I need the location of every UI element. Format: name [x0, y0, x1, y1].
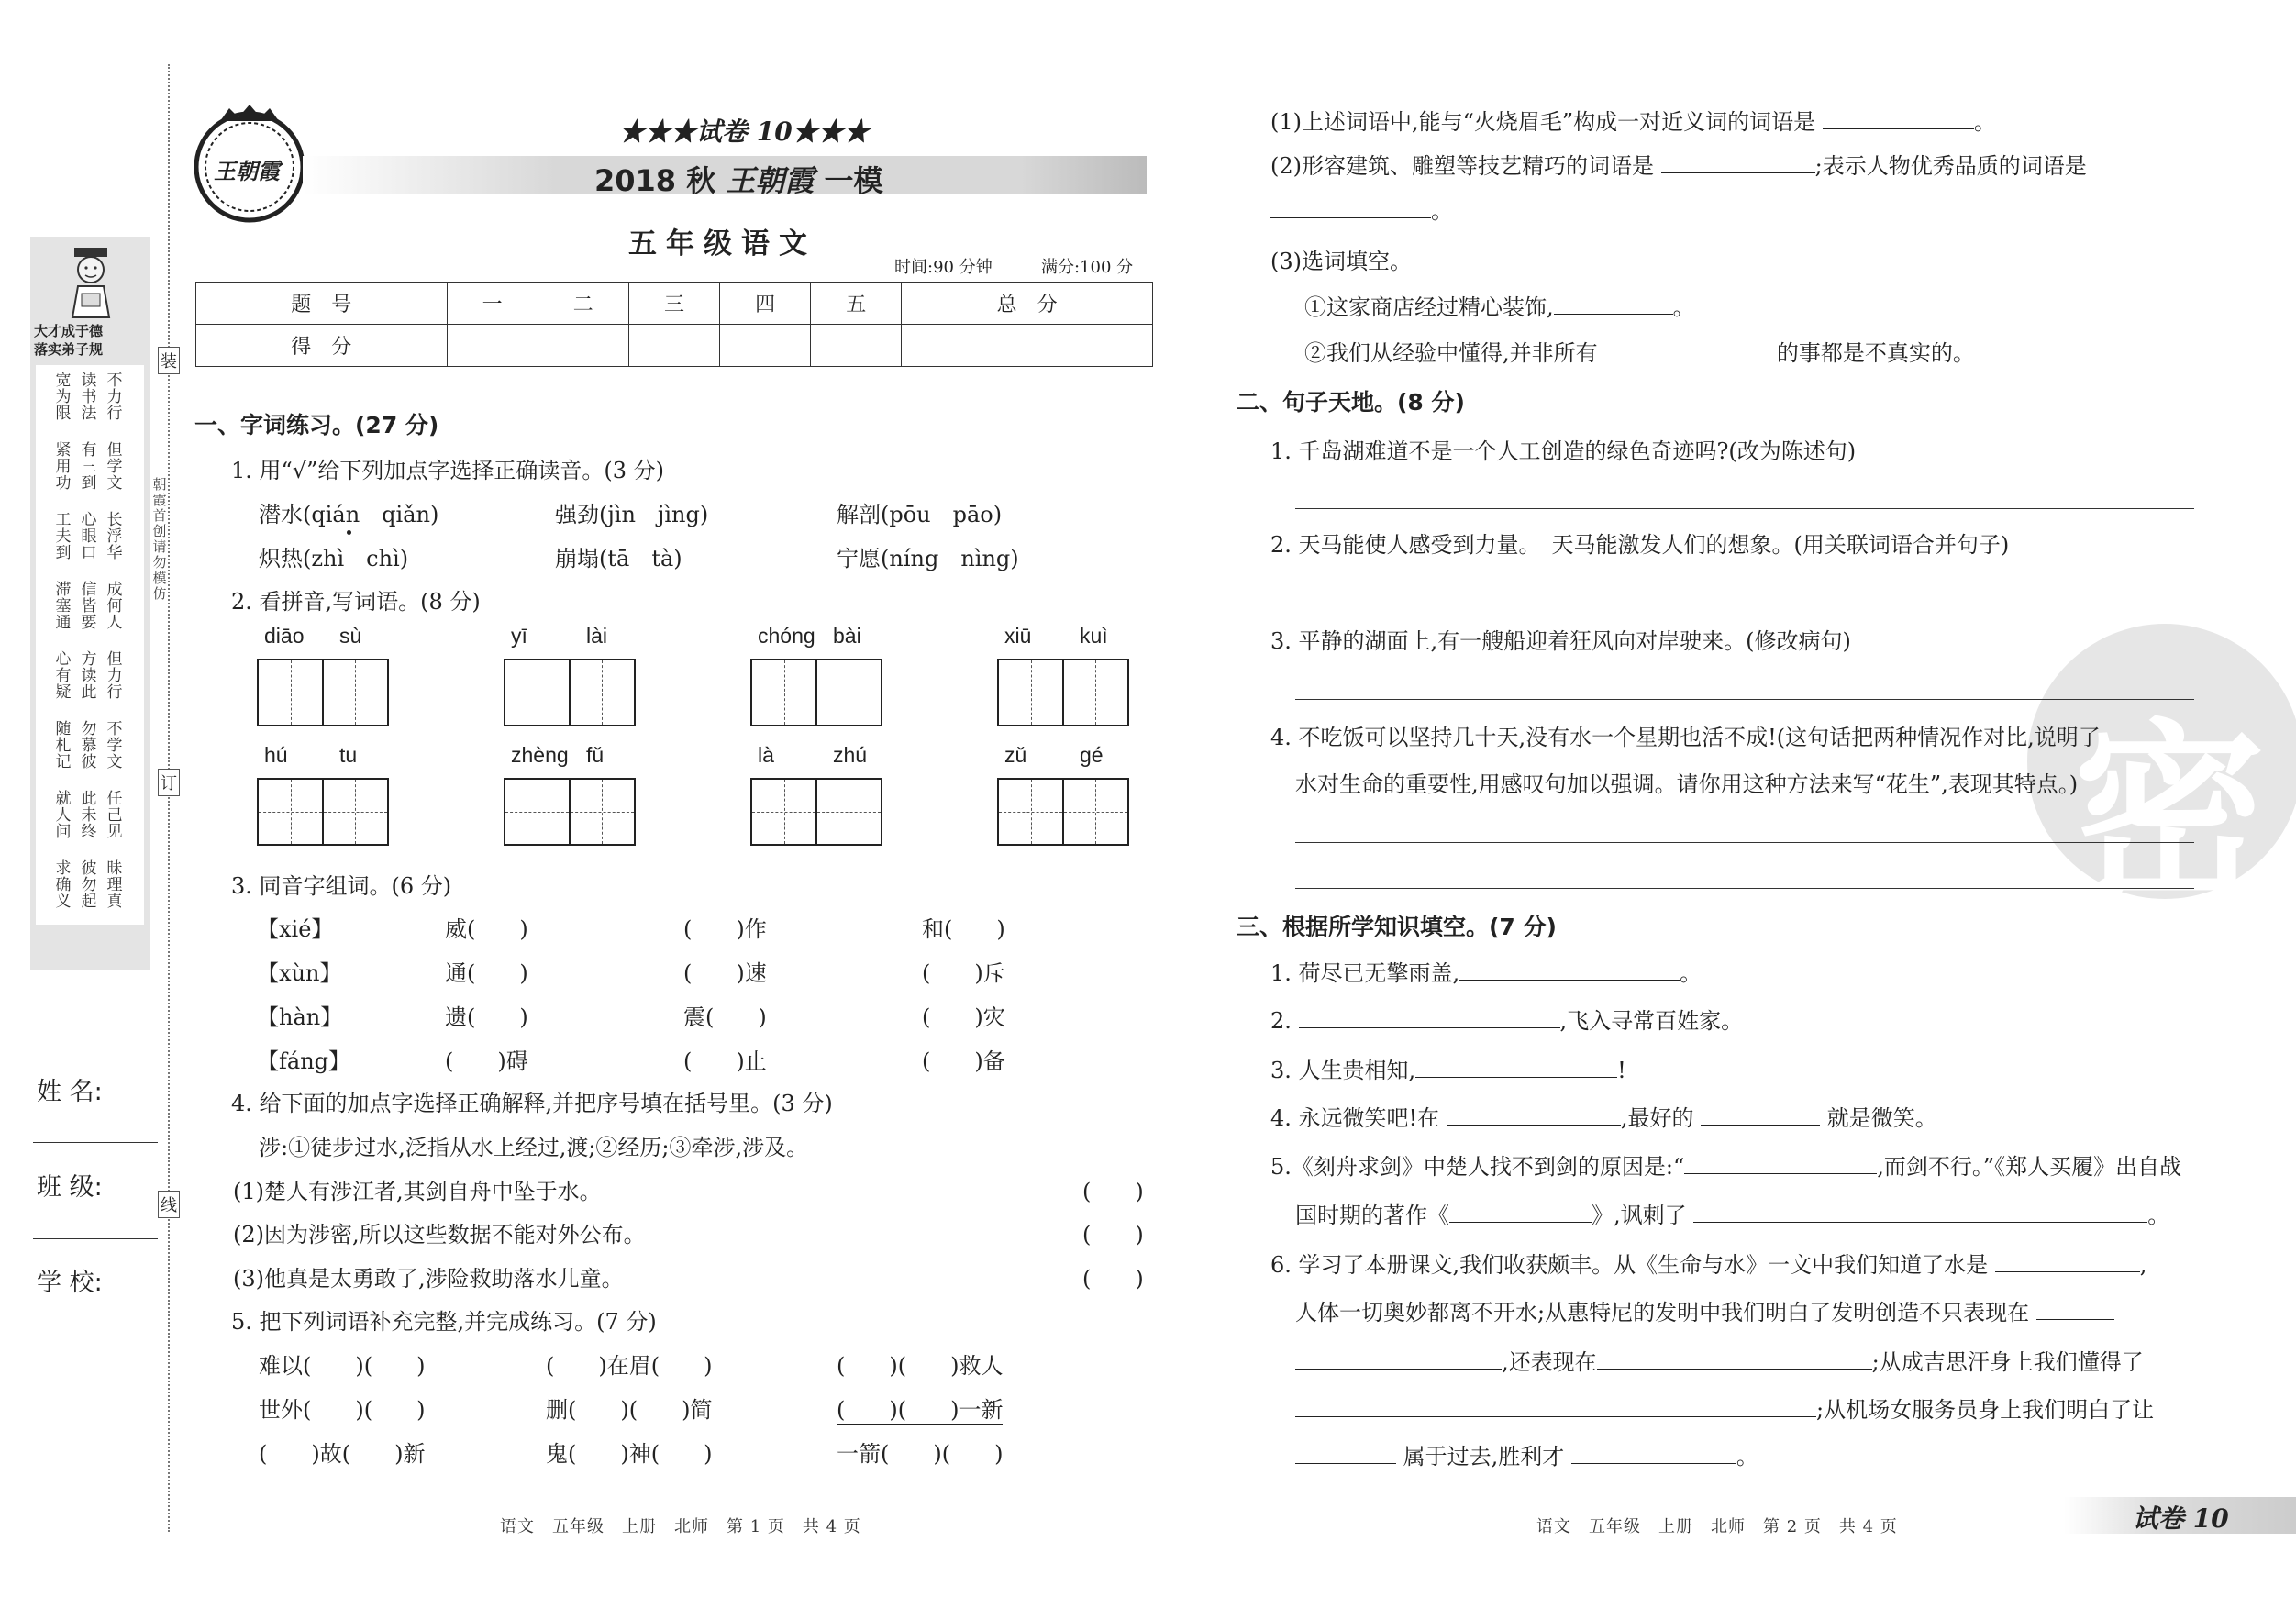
s3-q6-blank-c[interactable]	[1295, 1348, 1502, 1370]
paper-number: ★★★试卷 10★★★	[619, 116, 870, 147]
s3-q6-end: 。	[1736, 1444, 1758, 1469]
pinyin-syllable: kuì	[1080, 624, 1108, 648]
q1-item: 强劲(jìn jìng)	[555, 502, 709, 527]
q5-3a-text: ①这家商店经过精心装饰,	[1304, 294, 1554, 320]
s3-q5-blank-b[interactable]	[1449, 1202, 1592, 1223]
s3-q4-blank-b[interactable]	[1701, 1104, 1820, 1126]
s2-q1-answer-line[interactable]	[1295, 508, 2194, 509]
idiom-blank[interactable]: ( )故( )新	[259, 1441, 426, 1467]
s2-q4-answer-line[interactable]	[1295, 842, 2194, 843]
q5-3b-post: 的事都是不真实的。	[1776, 340, 1975, 366]
pinyin-syllable: lài	[586, 624, 608, 648]
character-writing-box[interactable]	[750, 778, 882, 846]
logo-text: 王朝霞	[214, 158, 280, 184]
s3-q3-text: 3. 人生贵相知,	[1270, 1058, 1416, 1083]
q4-item: (2)因为涉密,所以这些数据不能对外公布。	[233, 1222, 646, 1248]
idiom-blank[interactable]: 鬼( )神( )	[546, 1441, 713, 1467]
q5-1-end: 。	[1973, 109, 1996, 135]
score-input[interactable]	[538, 325, 628, 367]
q4-answer-paren[interactable]: ( )	[1082, 1179, 1144, 1204]
footer-left: 语文 五年级 上册 北师 第 1 页 共 4 页	[500, 1517, 861, 1536]
motto-bottom: 落实弟子规	[34, 341, 104, 358]
score-cell: 三	[628, 283, 719, 325]
s3-q6-blank-f[interactable]	[1295, 1443, 1396, 1464]
s3-q1-text: 1. 荷尽已无擎雨盖,	[1270, 960, 1460, 986]
s3-q5	[1270, 1153, 2181, 1181]
character-writing-box[interactable]	[504, 659, 636, 726]
pinyin-syllable: là	[758, 743, 774, 767]
q4-item: (3)他真是太勇敢了,涉险救助落水儿童。	[233, 1266, 624, 1292]
s3-q6-text-a: 6. 学习了本册课文,我们收获颇丰。从《生命与水》一文中我们知道了水是	[1270, 1252, 1989, 1278]
q4-answer-paren[interactable]: ( )	[1082, 1266, 1144, 1292]
s3-q3-end: !	[1617, 1058, 1626, 1083]
homophone-blank[interactable]: ( )斥	[922, 960, 1005, 986]
title-year: 2018 秋	[594, 163, 716, 198]
s3-q4	[1270, 1104, 1937, 1132]
q1-item: 崩塌(tā tà)	[555, 546, 682, 571]
scholar-cartoon	[65, 246, 116, 319]
score-table-score-row	[196, 325, 1153, 367]
motto-column: 勿慕彼	[81, 720, 97, 771]
score-cell: 四	[720, 283, 811, 325]
pinyin-syllable: xiū	[1004, 624, 1032, 648]
score-cell: 总 分	[902, 283, 1153, 325]
name-field[interactable]	[33, 1142, 158, 1143]
pinyin-syllable: zhú	[833, 743, 868, 767]
homophone-pinyin: 【hàn】	[257, 1004, 343, 1030]
q1-item	[259, 501, 438, 528]
motto-column: 有三到	[81, 441, 97, 493]
character-writing-box[interactable]	[504, 778, 636, 846]
vertical-side-note: 朝霞首创 请勿模仿	[152, 476, 167, 602]
s3-q6-blank-a[interactable]	[1995, 1251, 2140, 1272]
pinyin-syllable: chóng	[758, 624, 815, 648]
s3-q2-text: ,飞入寻常百姓家。	[1559, 1008, 1744, 1034]
time-info: 时间:90 分钟	[894, 258, 993, 277]
q4-item: (1)楚人有涉江者,其剑自舟中坠于水。	[233, 1179, 602, 1204]
pinyin-syllable: sù	[339, 624, 362, 648]
character-writing-box[interactable]	[750, 659, 882, 726]
s2-q1: 1. 千岛湖难道不是一个人工创造的绿色奇迹吗?(改为陈述句)	[1270, 438, 1857, 464]
q5-2-blank-b[interactable]	[1270, 197, 1431, 218]
character-writing-box[interactable]	[257, 778, 389, 846]
s3-q5-text-c: 国时期的著作《	[1295, 1203, 1449, 1228]
q5-2-blank-a[interactable]	[1661, 152, 1815, 173]
q1-item: 宁愿(níng nìng)	[837, 546, 1019, 571]
motto-column: 紧用功	[55, 441, 72, 493]
motto-column: 读书法	[81, 372, 97, 423]
q2-stem: 2. 看拼音,写词语。(8 分)	[231, 589, 481, 615]
pinyin-syllable: gé	[1080, 743, 1104, 767]
full-score-info: 满分:100 分	[1041, 258, 1134, 277]
score-cell: 题 号	[196, 283, 448, 325]
homophone-blank[interactable]: 通( )	[445, 960, 528, 986]
s3-q6	[1270, 1251, 2146, 1279]
class-label: 班 级:	[37, 1173, 103, 1202]
motto-column: 但学文	[106, 441, 123, 493]
q5-stem: 5. 把下列词语补充完整,并完成练习。(7 分)	[231, 1309, 657, 1335]
q1-item: 炽热(zhì chì)	[259, 546, 409, 571]
homophone-pinyin: 【xùn】	[257, 960, 342, 986]
motto-column: 方读此	[81, 650, 97, 702]
q5-3a-blank[interactable]	[1554, 294, 1673, 315]
motto-column: 工夫到	[55, 511, 72, 562]
q4-definition: 涉:①徒步过水,泛指从水上经过,渡;②经历;③牵涉,涉及。	[259, 1135, 809, 1160]
s3-q6-line2	[1295, 1299, 2114, 1326]
homophone-blank[interactable]: 震( )	[683, 1004, 767, 1030]
title-brand: 王朝霞	[726, 163, 815, 198]
s3-q4-text-c: 就是微笑。	[1826, 1105, 1937, 1131]
s2-q4-line2: 水对生命的重要性,用感叹句加以强调。请你用这种方法来写“花生”,表现其特点。)	[1295, 771, 2079, 797]
homophone-pinyin: 【fáng】	[257, 1048, 351, 1074]
score-input[interactable]	[628, 325, 719, 367]
s3-q4-text-a: 4. 永远微笑吧!在	[1270, 1105, 1440, 1131]
q5-3b-blank[interactable]	[1604, 339, 1769, 360]
s3-q6-text-d: ;从成吉思汗身上我们懂得了	[1871, 1349, 2144, 1375]
s3-q5-text-d: 》,讽刺了	[1592, 1203, 1687, 1228]
paper-title	[594, 158, 883, 200]
s2-q3-answer-line[interactable]	[1295, 699, 2194, 700]
character-writing-box[interactable]	[257, 659, 389, 726]
q5-1	[1270, 108, 1996, 136]
motto-column: 但力行	[106, 650, 123, 702]
s2-q4-line1: 4. 不吃饭可以坚持几十天,没有水一个星期也活不成!(这句话把两种情况作对比,说明了	[1270, 725, 2101, 750]
section3-title: 三、根据所学知识填空。(7 分)	[1237, 914, 1557, 940]
q1-item: 解剖(pōu pāo)	[837, 502, 1003, 527]
s3-q6-text-b: 人体一切奥妙都离不开水;从惠特尼的发明中我们明白了发明创造不只表现在	[1295, 1300, 2030, 1325]
subject-title: 五年级语文	[628, 227, 816, 261]
idiom-blank[interactable]: 一箭( )( )	[837, 1441, 1004, 1467]
pinyin-syllable: fǔ	[586, 743, 605, 767]
q1-item-text: 潜水(qián qiǎn)	[259, 502, 439, 527]
motto-column: 昧理真	[106, 859, 123, 911]
score-input[interactable]	[902, 325, 1153, 367]
q4-answer-paren[interactable]: ( )	[1082, 1222, 1144, 1248]
homophone-blank[interactable]: ( )备	[922, 1048, 1005, 1074]
score-input[interactable]	[447, 325, 538, 367]
s3-q6-blank-b[interactable]	[2036, 1299, 2114, 1320]
q5-3a-end: 。	[1672, 294, 1695, 320]
s3-q5-blank-a[interactable]	[1684, 1153, 1877, 1174]
q5-3: (3)选词填空。	[1270, 249, 1412, 274]
motto-column: 随札记	[55, 720, 72, 771]
motto-column: 宽为限	[55, 372, 72, 423]
binding-mark-3: 线	[158, 1191, 180, 1218]
motto-column: 求确义	[55, 859, 72, 911]
s3-q3	[1270, 1057, 1626, 1084]
motto-column: 成何人	[106, 581, 123, 632]
homophone-blank[interactable]: 遗( )	[445, 1004, 528, 1030]
q3-stem: 3. 同音字组词。(6 分)	[231, 873, 452, 899]
footer-tag: 试卷 10	[2133, 1503, 2229, 1534]
motto-column: 滞塞通	[55, 581, 72, 632]
motto-top: 大才成于德	[34, 323, 104, 339]
idiom-blank[interactable]: ( )( )救人	[837, 1353, 1004, 1379]
motto-column: 长浮华	[106, 511, 123, 562]
q5-2-cont	[1270, 197, 1453, 225]
s2-q4-answer-line[interactable]	[1295, 888, 2194, 889]
s3-q4-text-b: ,最好的	[1620, 1105, 1694, 1131]
motto-column: 心有疑	[55, 650, 72, 702]
score-row-label: 得 分	[196, 325, 448, 367]
s3-q2	[1270, 1007, 1743, 1035]
idiom-blank[interactable]: 难以( )( )	[259, 1353, 426, 1379]
s3-q6-comma: ,	[2139, 1252, 2147, 1278]
character-writing-box[interactable]	[997, 778, 1129, 846]
score-table	[195, 282, 1153, 367]
binding-mark-2: 订	[158, 769, 180, 796]
motto-strip	[30, 237, 150, 970]
s3-q5-text-b: ,而剑不行。”《郑人买履》出自战	[1877, 1154, 2182, 1180]
binding-line	[168, 64, 170, 1532]
score-cell: 一	[447, 283, 538, 325]
s3-q6-text-c: ,还表现在	[1502, 1349, 1597, 1375]
s2-q3: 3. 平静的湖面上,有一艘船迎着狂风向对岸驶来。(修改病句)	[1270, 628, 1851, 654]
idiom-blank[interactable]: 世外( )( )	[259, 1397, 426, 1423]
s3-q2-num: 2.	[1270, 1008, 1292, 1034]
name-label: 姓 名:	[37, 1078, 103, 1106]
pinyin-syllable: tu	[339, 743, 358, 767]
s3-q6-line5	[1295, 1443, 1758, 1470]
s3-q1	[1270, 959, 1702, 987]
s3-q6-text-f: 属于过去,胜利才	[1403, 1444, 1565, 1469]
score-cell: 二	[538, 283, 628, 325]
motto-column: 此未终	[81, 790, 97, 841]
idiom-blank[interactable]: ( )( )一新	[837, 1397, 1004, 1423]
footer-right: 语文 五年级 上册 北师 第 2 页 共 4 页	[1536, 1517, 1898, 1536]
s3-q5-blank-c[interactable]	[1693, 1202, 2147, 1223]
section1-title: 一、字词练习。(27 分)	[194, 412, 439, 438]
homophone-blank[interactable]: ( )碍	[445, 1048, 528, 1074]
score-cell: 五	[811, 283, 902, 325]
s3-q5-text-a: 5.《刻舟求剑》中楚人找不到剑的原因是:“	[1270, 1154, 1685, 1180]
s2-q2: 2. 天马能使人感受到力量。 天马能激发人们的想象。(用关联词语合并句子)	[1270, 532, 2010, 558]
q5-3a	[1304, 294, 1695, 321]
homophone-blank[interactable]: ( )灾	[922, 1004, 1005, 1030]
homophone-blank[interactable]: ( )止	[683, 1048, 767, 1074]
pinyin-syllable: bài	[833, 624, 861, 648]
homophone-blank[interactable]: ( )速	[683, 960, 767, 986]
pinyin-syllable: yī	[511, 624, 527, 648]
motto-column: 彼勿起	[81, 859, 97, 911]
confidential-stamp	[2027, 624, 2296, 927]
s3-q6-blank-g[interactable]	[1571, 1443, 1736, 1464]
score-table-header-row	[196, 283, 1153, 325]
s3-q2-blank[interactable]	[1299, 1007, 1560, 1028]
score-input[interactable]	[811, 325, 902, 367]
s3-q6-line3	[1295, 1348, 2144, 1376]
motto-column: 不学文	[106, 720, 123, 771]
s3-q4-blank-a[interactable]	[1447, 1104, 1621, 1126]
pinyin-syllable: zǔ	[1004, 743, 1027, 767]
school-label: 学 校:	[37, 1269, 103, 1297]
homophone-blank[interactable]: 威( )	[445, 916, 528, 942]
s3-q1-end: 。	[1680, 960, 1703, 986]
pinyin-syllable: hú	[264, 743, 288, 767]
homophone-pinyin: 【xié】	[257, 916, 334, 942]
s3-q6-line4	[1295, 1396, 2154, 1424]
pinyin-syllable: zhèng	[511, 743, 569, 767]
q5-2-end: 。	[1431, 198, 1453, 224]
q4-stem: 4. 给下面的加点字选择正确解释,并把序号填在括号里。(3 分)	[231, 1091, 833, 1116]
q5-2-text-b: ;表示人物优秀品质的词语是	[1814, 153, 2087, 179]
motto-column: 任己见	[106, 790, 123, 841]
homophone-blank[interactable]: 和( )	[922, 916, 1005, 942]
q5-3b-text: ②我们从经验中懂得,并非所有	[1304, 340, 1598, 366]
section2-title: 二、句子天地。(8 分)	[1237, 389, 1465, 416]
title-suffix: 一模	[824, 163, 883, 198]
q1-stem: 1. 用“√”给下列加点字选择正确读音。(3 分)	[231, 458, 664, 483]
q5-2	[1270, 152, 2087, 180]
s3-q3-blank[interactable]	[1415, 1057, 1617, 1078]
character-writing-box[interactable]	[997, 659, 1129, 726]
s3-q1-blank[interactable]	[1459, 959, 1680, 981]
q5-2-text: (2)形容建筑、雕塑等技艺精巧的词语是	[1270, 153, 1654, 179]
idiom-blank[interactable]: ( )在眉( )	[546, 1353, 713, 1379]
s3-q6-blank-e[interactable]	[1295, 1396, 1816, 1417]
idiom-blank[interactable]: 删( )( )简	[546, 1397, 713, 1423]
binding-mark-1: 装	[158, 347, 180, 374]
s3-q5-end: 。	[2147, 1203, 2170, 1228]
brand-logo	[188, 103, 312, 227]
q5-1-text: (1)上述词语中,能与“火烧眉毛”构成一对近义词的词语是	[1270, 109, 1816, 135]
motto-column: 不力行	[106, 372, 123, 423]
pinyin-syllable: diāo	[264, 624, 305, 648]
q5-3b	[1304, 339, 1975, 367]
s3-q6-text-e: ;从机场女服务员身上我们明白了让	[1816, 1397, 2155, 1423]
score-input[interactable]	[720, 325, 811, 367]
s3-q5-cont	[1295, 1202, 2169, 1229]
class-field[interactable]	[33, 1238, 158, 1239]
q5-1-blank[interactable]	[1823, 108, 1974, 129]
motto-column: 信皆要	[81, 581, 97, 632]
motto-column: 就人问	[55, 790, 72, 841]
homophone-blank[interactable]: ( )作	[683, 916, 767, 942]
stamp-char: 密	[2073, 703, 2267, 927]
motto-column: 心眼口	[81, 511, 97, 562]
s3-q6-blank-d[interactable]	[1597, 1348, 1872, 1370]
